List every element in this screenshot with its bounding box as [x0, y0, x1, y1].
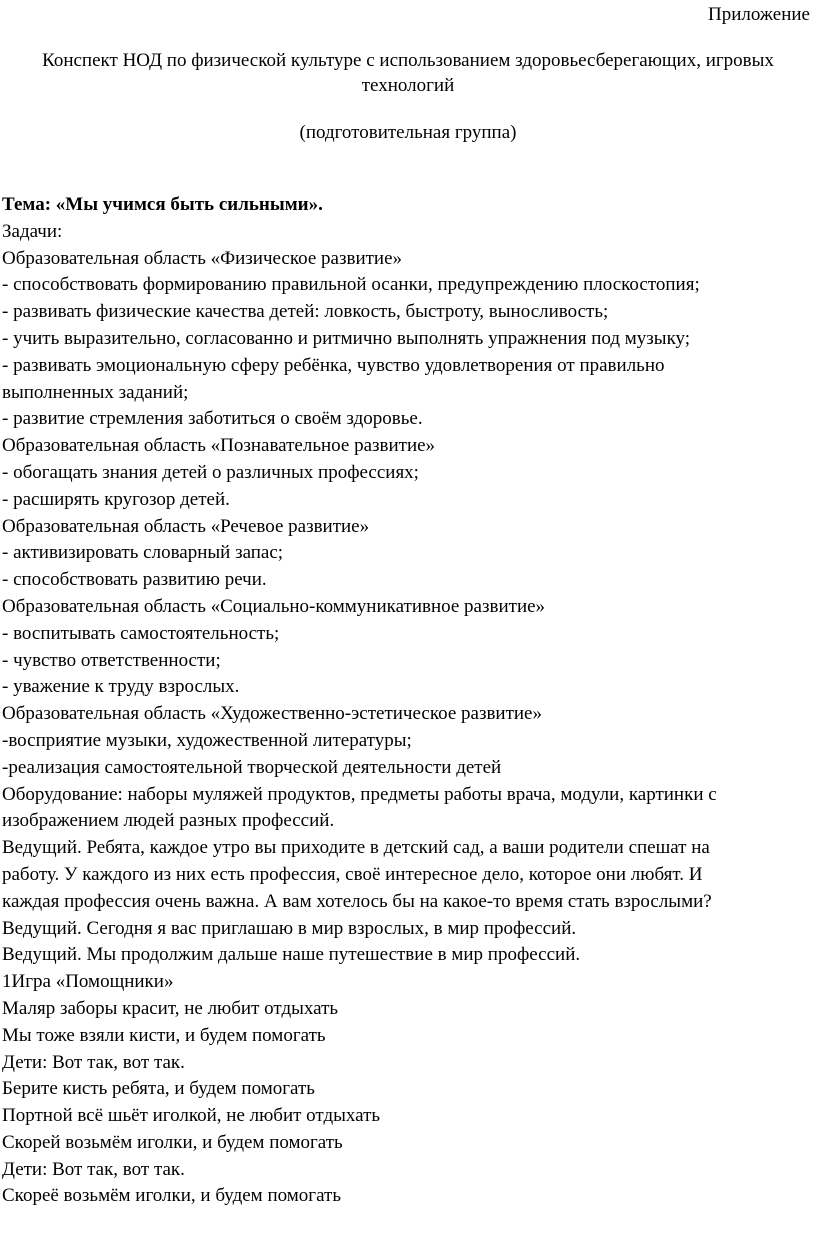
- appendix-label: Приложение: [708, 4, 810, 25]
- text-line: работу. У каждого из них есть профессия, своё интересное дело, которое они любят. И: [2, 863, 703, 885]
- text-line: Задачи:: [2, 220, 63, 242]
- text-line: Дети: Вот так, вот так.: [2, 1051, 185, 1073]
- text-line: - учить выразительно, согласованно и ритмично выполнять упражнения под музыку;: [2, 327, 691, 349]
- text-line: Оборудование: наборы муляжей продуктов, предметы работы врача, модули, картинки с: [2, 783, 717, 805]
- text-line: Маляр заборы красит, не любит отдыхать: [2, 997, 339, 1019]
- text-line: - расширять кругозор детей.: [2, 488, 230, 510]
- text-line: 1Игра «Помощники»: [2, 971, 174, 993]
- text-line: - развитие стремления заботиться о своём здоровье.: [2, 408, 423, 430]
- text-line: - уважение к труду взрослых.: [2, 676, 240, 698]
- text-line: -восприятие музыки, художественной литературы;: [2, 729, 412, 751]
- text-line: Портной всё шьёт иголкой, не любит отдыхать: [2, 1105, 381, 1127]
- text-line: Скорей возьмём иголки, и будем помогать: [2, 1131, 343, 1153]
- title-line-2: технологий: [361, 75, 455, 96]
- text-line: Образовательная область «Физическое развитие»: [2, 247, 403, 269]
- text-line: Образовательная область «Речевое развитие»: [2, 515, 370, 537]
- document-body: [2, 192, 814, 1210]
- text-line: Образовательная область «Познавательное развитие»: [2, 435, 436, 457]
- text-line: - развивать физические качества детей: ловкость, быстроту, выносливость;: [2, 301, 609, 323]
- text-line: изображением людей разных профессий.: [2, 810, 335, 832]
- text-line: Образовательная область «Социально-коммуникативное развитие»: [2, 595, 546, 617]
- text-line: - способствовать развитию речи.: [2, 569, 267, 591]
- text-line: каждая профессия очень важна. А вам хотелось бы на какое-то время стать взрослыми?: [2, 890, 712, 912]
- text-line: Образовательная область «Художественно-эстетическое развитие»: [2, 703, 542, 725]
- text-line: Мы тоже взяли кисти, и будем помогать: [2, 1024, 326, 1046]
- text-line: Ведущий. Сегодня я вас приглашаю в мир взрослых, в мир профессий.: [2, 917, 577, 939]
- text-line: - воспитывать самостоятельность;: [2, 622, 280, 644]
- text-line: - активизировать словарный запас;: [2, 542, 284, 564]
- text-line: Скореё возьмём иголки, и будем помогать: [2, 1185, 341, 1207]
- text-line: Берите кисть ребята, и будем помогать: [2, 1078, 315, 1100]
- topic-heading: Тема: «Мы учимся быть сильными».: [2, 194, 323, 215]
- text-line: - обогащать знания детей о различных профессиях;: [2, 461, 419, 483]
- text-line: - развивать эмоциональную сферу ребёнка, чувство удовлетворения от правильно: [2, 354, 665, 376]
- text-line: Ведущий. Ребята, каждое утро вы приходите в детский сад, а ваши родители спешат на: [2, 837, 710, 859]
- text-line: - способствовать формированию правильной осанки, предупреждению плоскостопия;: [2, 274, 700, 296]
- text-line: Дети: Вот так, вот так.: [2, 1158, 185, 1180]
- text-line: -реализация самостоятельной творческой деятельности детей: [2, 756, 502, 778]
- document-title: [0, 48, 816, 98]
- document-subtitle: (подготовительная группа): [299, 122, 517, 143]
- text-line: - чувство ответственности;: [2, 649, 221, 671]
- title-line-1: Конспект НОД по физической культуре с использованием здоровьесберегающих, игровых: [42, 50, 774, 71]
- text-line: выполненных заданий;: [2, 381, 189, 403]
- text-line: Ведущий. Мы продолжим дальше наше путешествие в мир профессий.: [2, 944, 581, 966]
